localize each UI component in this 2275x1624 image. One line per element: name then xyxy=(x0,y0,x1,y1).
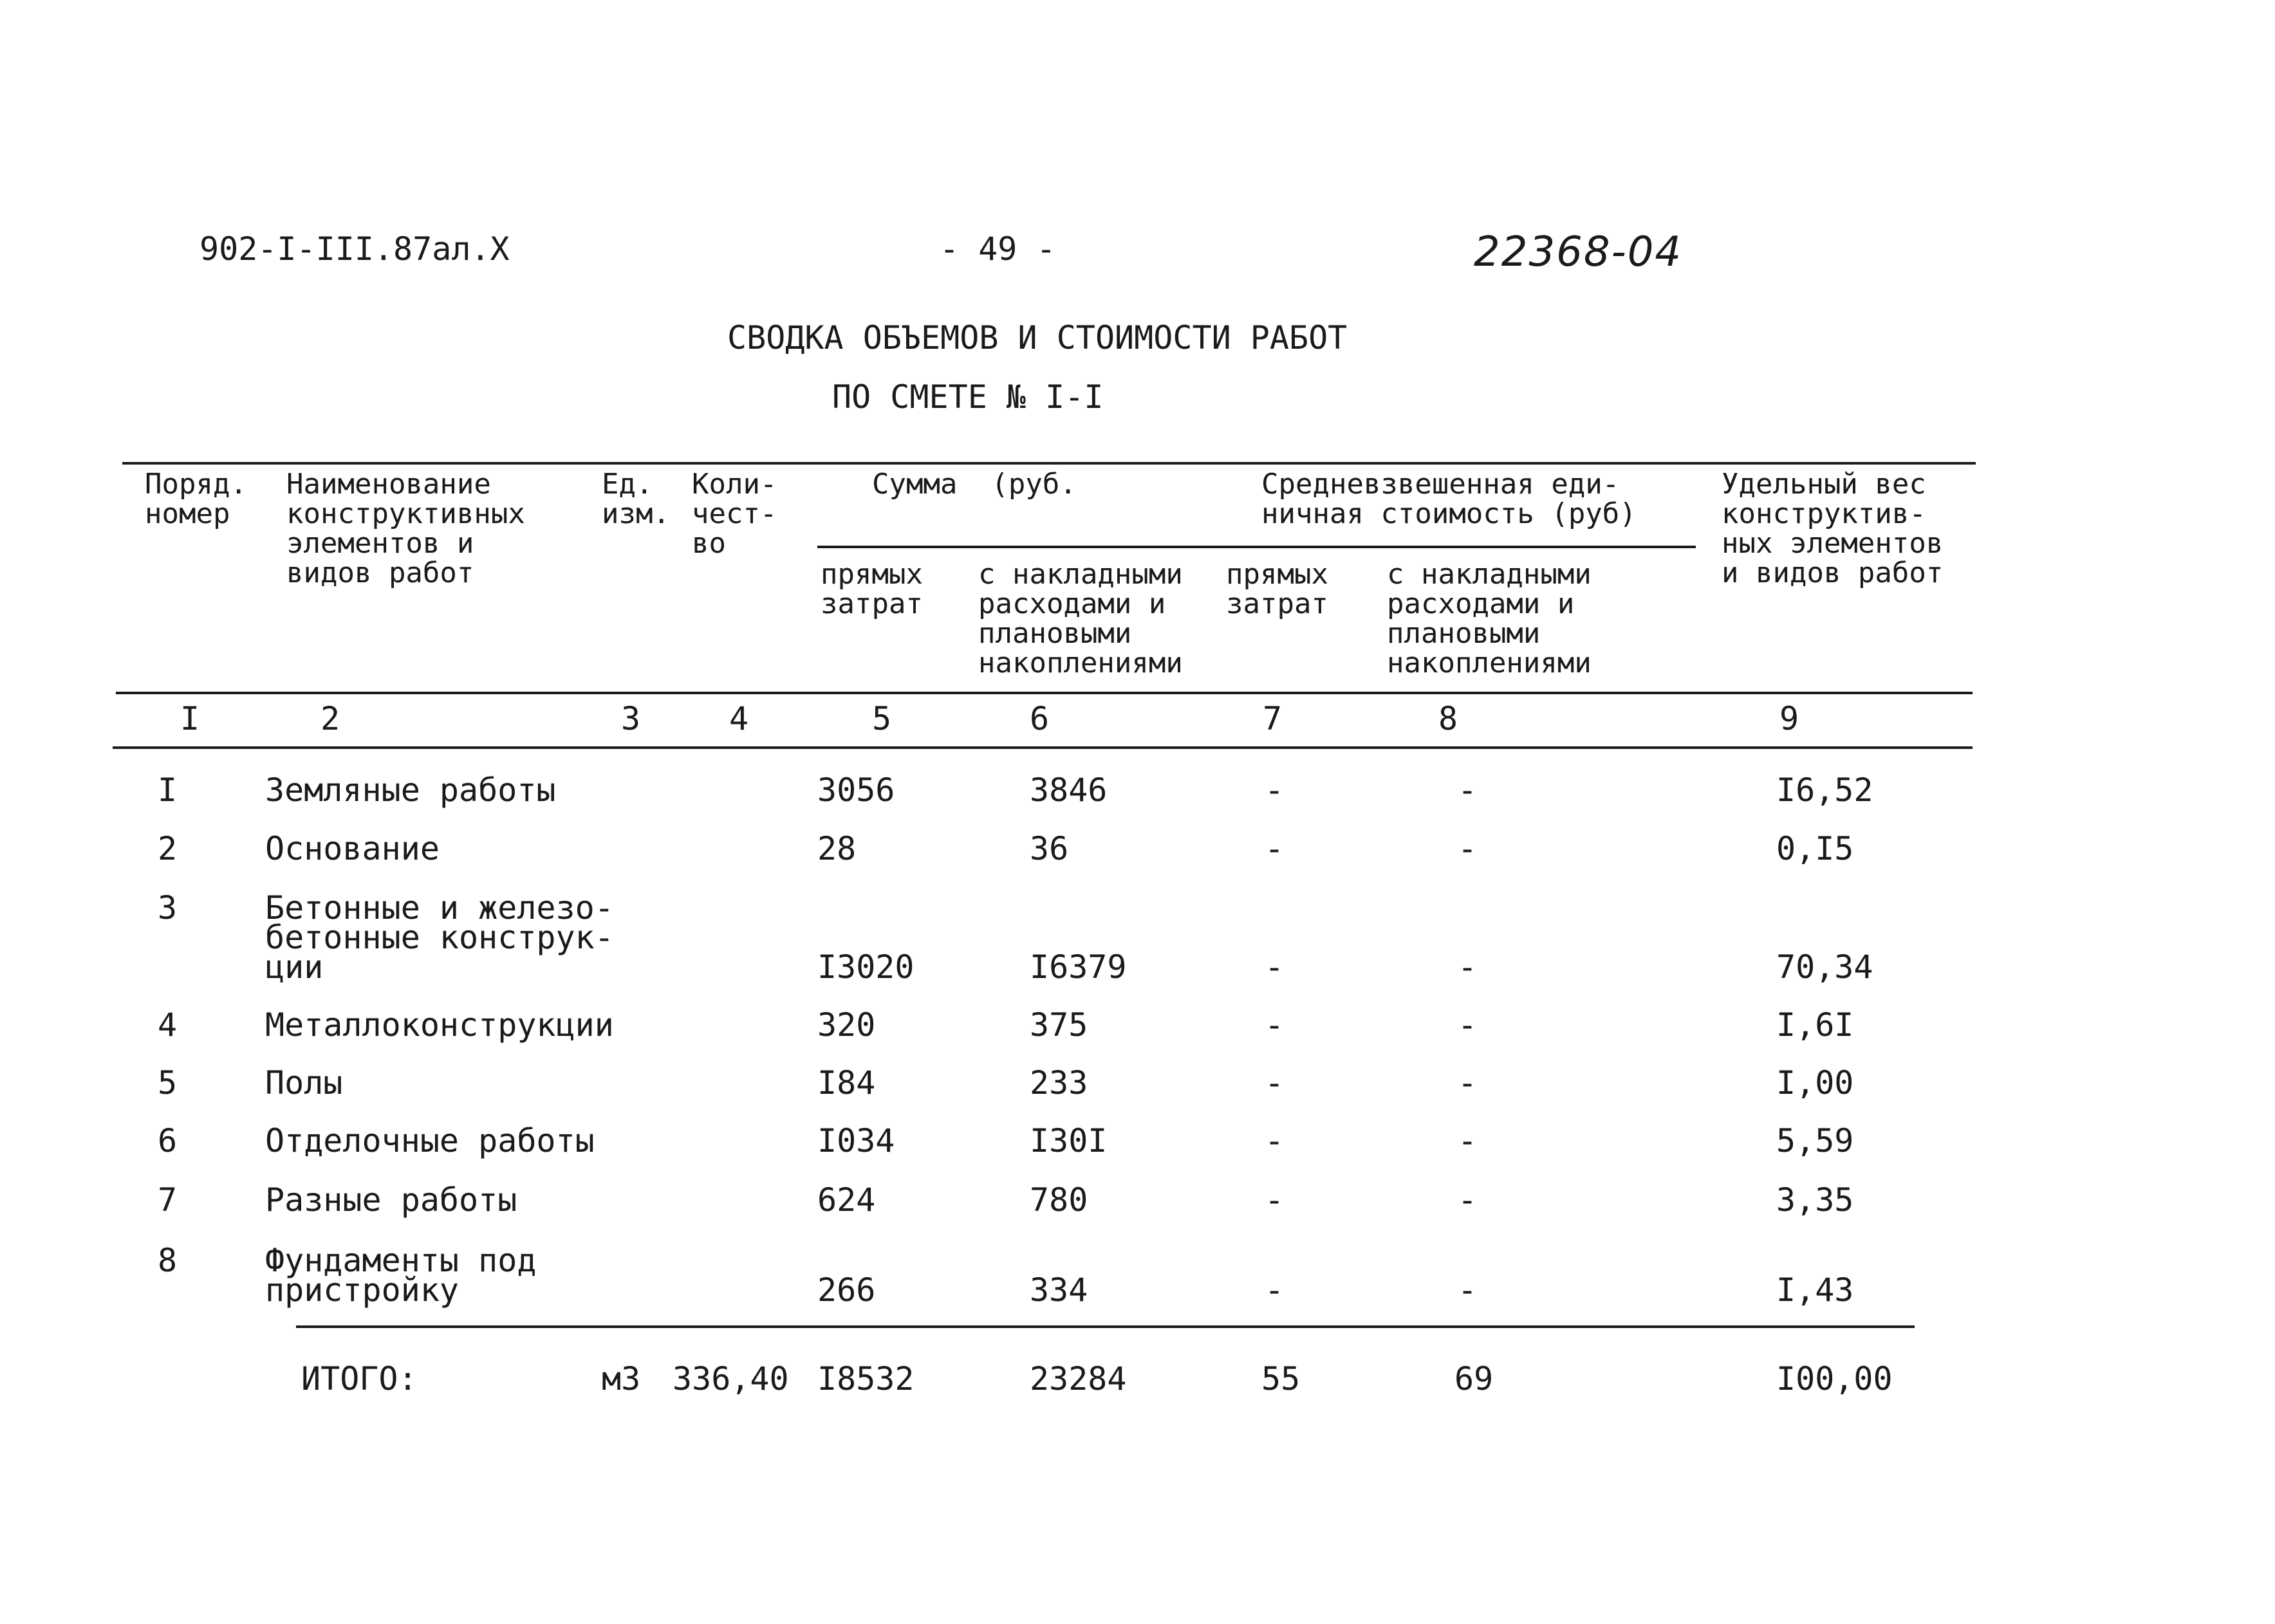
total-avg-direct: 55 xyxy=(1261,1360,1301,1398)
row-avg-direct: - xyxy=(1265,830,1285,867)
col-number: 6 xyxy=(1030,700,1050,737)
th-avg-group: Средневзвешенная еди- ничная стоимость (руб) xyxy=(1261,468,1637,530)
subheader-rule xyxy=(817,546,1696,548)
row-name: Разные работы xyxy=(265,1181,517,1219)
row-overhead-cost: 334 xyxy=(1030,1271,1088,1309)
th-direct-avg: прямых затрат xyxy=(1226,558,1328,620)
row-name: Фундаменты под пристройку xyxy=(265,1242,537,1309)
row-avg-overhead: - xyxy=(1458,1181,1478,1219)
total-avg-overhead: 69 xyxy=(1454,1360,1494,1398)
table-top-rule xyxy=(122,462,1976,465)
row-overhead-cost: 233 xyxy=(1030,1064,1088,1102)
th-name: Наименование конструктивных элементов и видов работ xyxy=(286,468,525,589)
row-weight: 0,I5 xyxy=(1776,830,1854,867)
row-name: Полы xyxy=(265,1064,343,1102)
th-qty: Коли- чест- во xyxy=(692,468,777,560)
row-direct-cost: I84 xyxy=(817,1064,876,1102)
row-weight: I6,52 xyxy=(1776,771,1873,809)
row-number: 8 xyxy=(158,1242,178,1279)
th-overhead-avg: с накладными расходами и плановыми накоплениями xyxy=(1387,558,1592,679)
row-avg-direct: - xyxy=(1265,948,1285,986)
row-number: 4 xyxy=(158,1006,178,1044)
row-direct-cost: 28 xyxy=(817,830,857,867)
th-overhead: с накладными расходами и плановыми накоплениями xyxy=(978,558,1183,679)
row-avg-direct: - xyxy=(1265,771,1285,809)
row-name: Основание xyxy=(265,830,440,867)
row-weight: I,6I xyxy=(1776,1006,1854,1044)
col-number: 8 xyxy=(1438,700,1458,737)
doc-code: 902-I-III.87ал.X xyxy=(200,230,510,268)
total-overhead: 23284 xyxy=(1030,1360,1127,1398)
row-direct-cost: I3020 xyxy=(817,948,915,986)
row-avg-direct: - xyxy=(1265,1122,1285,1159)
row-avg-overhead: - xyxy=(1458,1006,1478,1044)
row-direct-cost: 3056 xyxy=(817,771,895,809)
col-number: 2 xyxy=(320,700,340,737)
row-weight: 5,59 xyxy=(1776,1122,1854,1159)
row-avg-overhead: - xyxy=(1458,1122,1478,1159)
total-direct: I8532 xyxy=(817,1360,915,1398)
row-overhead-cost: I30I xyxy=(1030,1122,1108,1159)
doc-number: 22368-04 xyxy=(1474,228,1683,276)
row-overhead-cost: 375 xyxy=(1030,1006,1088,1044)
row-avg-overhead: - xyxy=(1458,771,1478,809)
row-number: 2 xyxy=(158,830,178,867)
row-direct-cost: 624 xyxy=(817,1181,876,1219)
row-number: 5 xyxy=(158,1064,178,1102)
th-direct: прямых затрат xyxy=(821,558,923,620)
row-name: Металлоконструкции xyxy=(265,1006,614,1044)
col-numbers-rule xyxy=(113,746,1973,749)
total-label: ИТОГО: xyxy=(301,1360,418,1398)
row-weight: 3,35 xyxy=(1776,1181,1854,1219)
row-direct-cost: I034 xyxy=(817,1122,895,1159)
th-sum-group: Сумма (руб. xyxy=(872,468,1077,501)
col-number: 3 xyxy=(621,700,641,737)
row-overhead-cost: I6379 xyxy=(1030,948,1127,986)
row-avg-direct: - xyxy=(1265,1181,1285,1219)
page-number: - 49 - xyxy=(940,230,1056,268)
row-weight: I,00 xyxy=(1776,1064,1854,1102)
col-number: 9 xyxy=(1779,700,1799,737)
page-subtitle: ПО СМЕТЕ № I-I xyxy=(832,378,1104,416)
row-name: Отделочные работы xyxy=(265,1122,595,1159)
row-number: 3 xyxy=(158,889,178,927)
row-avg-overhead: - xyxy=(1458,1271,1478,1309)
row-avg-direct: - xyxy=(1265,1006,1285,1044)
row-number: 7 xyxy=(158,1181,178,1219)
row-number: 6 xyxy=(158,1122,178,1159)
row-direct-cost: 320 xyxy=(817,1006,876,1044)
row-overhead-cost: 3846 xyxy=(1030,771,1108,809)
row-name: Бетонные и железо- бетонные конструк- ции xyxy=(265,889,614,986)
row-name: Земляные работы xyxy=(265,771,556,809)
header-bottom-rule xyxy=(116,692,1973,694)
row-weight: 70,34 xyxy=(1776,948,1873,986)
th-unit: Ед. изм. xyxy=(602,468,670,530)
row-overhead-cost: 36 xyxy=(1030,830,1069,867)
row-overhead-cost: 780 xyxy=(1030,1181,1088,1219)
row-number: I xyxy=(158,771,178,809)
col-number: 4 xyxy=(729,700,749,737)
page-title: СВОДКА ОБЪЕМОВ И СТОИМОСТИ РАБОТ xyxy=(727,319,1348,356)
total-rule xyxy=(296,1325,1915,1328)
col-number: 5 xyxy=(872,700,892,737)
col-number: 7 xyxy=(1263,700,1283,737)
total-qty: 336,40 xyxy=(673,1360,789,1398)
row-avg-overhead: - xyxy=(1458,830,1478,867)
row-direct-cost: 266 xyxy=(817,1271,876,1309)
total-weight: I00,00 xyxy=(1776,1360,1893,1398)
row-avg-direct: - xyxy=(1265,1271,1285,1309)
col-number: I xyxy=(180,700,200,737)
th-order-no: Поряд. номер xyxy=(145,468,247,530)
row-weight: I,43 xyxy=(1776,1271,1854,1309)
row-avg-direct: - xyxy=(1265,1064,1285,1102)
total-unit: м3 xyxy=(602,1360,641,1398)
row-avg-overhead: - xyxy=(1458,1064,1478,1102)
row-avg-overhead: - xyxy=(1458,948,1478,986)
th-weight: Удельный вес конструктив- ных элементов и видов работ xyxy=(1722,468,1944,589)
